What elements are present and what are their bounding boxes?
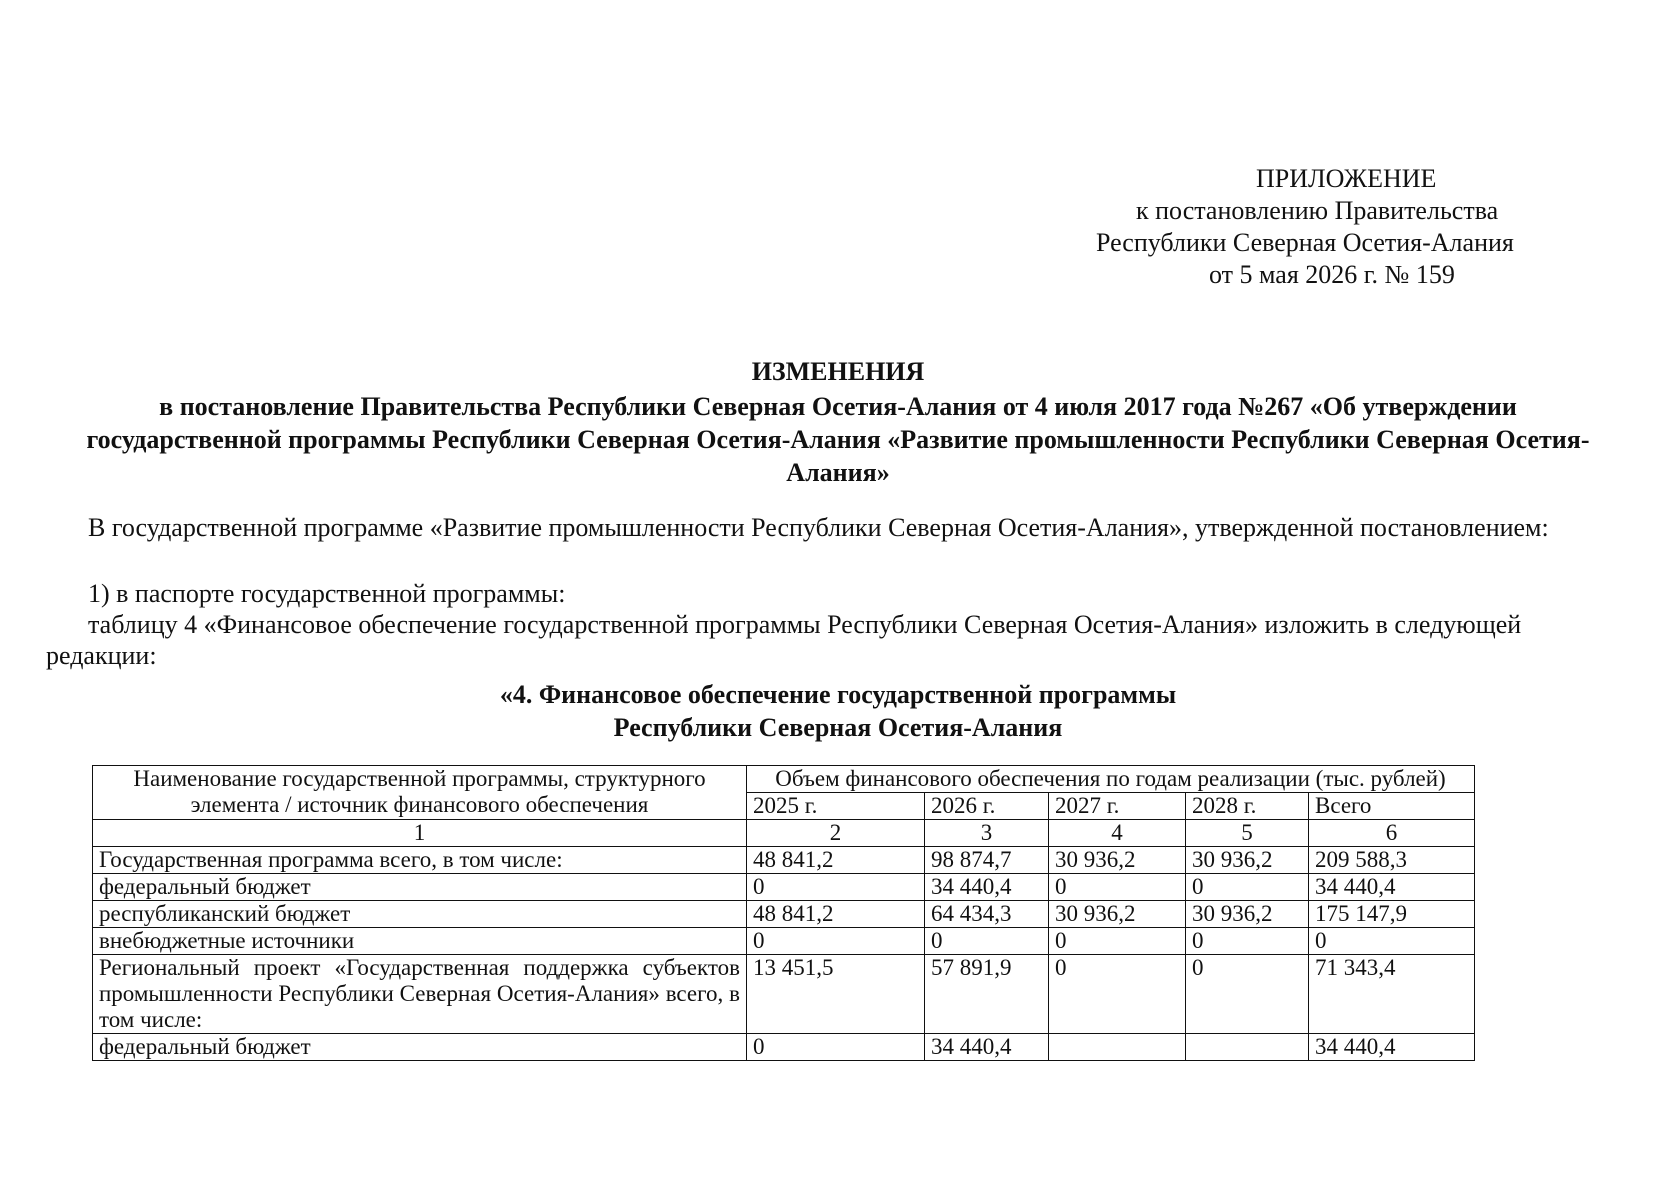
row-name-cell: Государственная программа всего, в том числе: [93, 847, 747, 874]
column-number-row [93, 820, 1475, 847]
row-name-cell: федеральный бюджет [93, 874, 747, 901]
row-name-cell: Региональный проект «Государственная поддержка субъектов промышленности Республики Северная Осетия-Алания» всего, в том числе: [93, 955, 747, 1034]
value-cell: 0 [925, 928, 1049, 955]
value-cell: 0 [1049, 874, 1186, 901]
header-year-cell: 2027 г. [1049, 793, 1186, 820]
column-number-cell: 2 [747, 820, 925, 847]
value-cell: 30 936,2 [1186, 901, 1309, 928]
value-cell: 34 440,4 [925, 874, 1049, 901]
table-row [93, 955, 1475, 1034]
value-cell [1186, 1034, 1309, 1061]
value-cell: 30 936,2 [1186, 847, 1309, 874]
value-cell: 34 440,4 [1309, 874, 1475, 901]
approval-date-number: от 5 мая 2026 г. № 159 [1209, 260, 1455, 289]
column-number-cell: 6 [1309, 820, 1475, 847]
row-name-cell: республиканский бюджет [93, 901, 747, 928]
value-cell: 0 [747, 874, 925, 901]
table-title [46, 678, 1630, 744]
approval-line: Республики Северная Осетия-Алания [1096, 228, 1514, 257]
header-name-cell: Наименование государственной программы, структурного элемента / источник финансового обеспечения [93, 766, 747, 820]
paragraph-item-1: 1) в паспорте государственной программы: [88, 579, 566, 608]
approval-title: ПРИЛОЖЕНИЕ [1256, 164, 1437, 193]
value-cell: 64 434,3 [925, 901, 1049, 928]
value-cell: 0 [747, 1034, 925, 1061]
approval-block [1096, 163, 1516, 291]
value-cell: 48 841,2 [747, 901, 925, 928]
table-title-line: «4. Финансовое обеспечение государственной программы [499, 680, 1177, 709]
column-number-cell: 3 [925, 820, 1049, 847]
value-cell: 0 [1186, 955, 1309, 1034]
value-cell: 34 440,4 [1309, 1034, 1475, 1061]
header-year-cell: 2026 г. [925, 793, 1049, 820]
paragraph-table-instruction: таблицу 4 «Финансовое обеспечение государственной программы Республики Северная Осетия-Алания» изложить в следующей редакции: [46, 610, 1522, 670]
value-cell: 175 147,9 [1309, 901, 1475, 928]
header-volume-cell: Объем финансового обеспечения по годам реализации (тыс. рублей) [747, 766, 1475, 793]
value-cell: 48 841,2 [747, 847, 925, 874]
value-cell [1049, 1034, 1186, 1061]
table-row [93, 928, 1475, 955]
value-cell: 0 [1186, 928, 1309, 955]
value-cell: 30 936,2 [1049, 847, 1186, 874]
table-row [93, 1034, 1475, 1061]
row-name-cell: федеральный бюджет [93, 1034, 747, 1061]
column-number-cell: 5 [1186, 820, 1309, 847]
value-cell: 34 440,4 [925, 1034, 1049, 1061]
table-row [93, 901, 1475, 928]
value-cell: 0 [1186, 874, 1309, 901]
paragraph-intro: В государственной программе «Развитие промышленности Республики Северная Осетия-Алания», утвержденной постановлением: [88, 513, 1549, 542]
value-cell: 98 874,7 [925, 847, 1049, 874]
table-title-line: Республики Северная Осетия-Алания [613, 713, 1063, 742]
value-cell: 0 [1049, 955, 1186, 1034]
header-year-cell: 2028 г. [1186, 793, 1309, 820]
value-cell: 209 588,3 [1309, 847, 1475, 874]
row-name-cell: внебюджетные источники [93, 928, 747, 955]
approval-line: к постановлению Правительства [1136, 196, 1499, 225]
table-row [93, 847, 1475, 874]
value-cell: 57 891,9 [925, 955, 1049, 1034]
table-row [93, 874, 1475, 901]
financing-table [92, 765, 1475, 1061]
value-cell: 0 [1309, 928, 1475, 955]
header-year-cell: 2025 г. [747, 793, 925, 820]
document-subtitle: в постановление Правительства Республики Северная Осетия-Алания от 4 июля 2017 года №267 «Об утверждении государственной программы Республики Северная Осетия-Алания «Развитие промышленности Республики Северная Осетия-Алания» [86, 392, 1590, 487]
value-cell: 13 451,5 [747, 955, 925, 1034]
value-cell: 71 343,4 [1309, 955, 1475, 1034]
table-header-row [93, 766, 1475, 793]
value-cell: 0 [747, 928, 925, 955]
column-number-cell: 1 [93, 820, 747, 847]
value-cell: 30 936,2 [1049, 901, 1186, 928]
document-title: ИЗМЕНЕНИЯ [751, 357, 925, 386]
column-number-cell: 4 [1049, 820, 1186, 847]
value-cell: 0 [1049, 928, 1186, 955]
header-total-cell: Всего [1309, 793, 1475, 820]
